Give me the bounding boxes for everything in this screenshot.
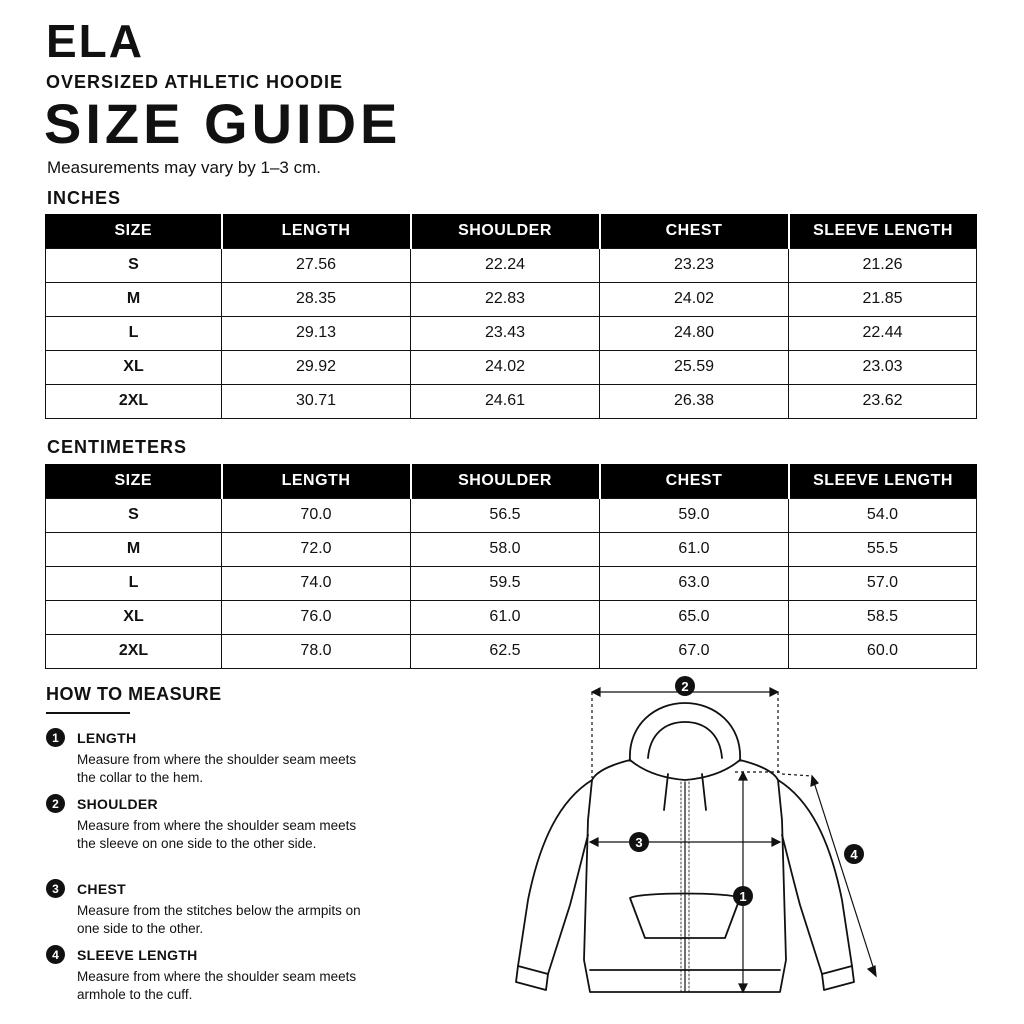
- step-number-badge: 4: [46, 945, 65, 964]
- shoulder-cell: 59.5: [411, 566, 600, 600]
- measure-step-length: [46, 728, 366, 787]
- sleeve-length-cell: 23.62: [789, 384, 977, 418]
- size-cell: XL: [46, 600, 222, 634]
- shoulder-cell: 23.43: [411, 316, 600, 350]
- size-cell: S: [46, 498, 222, 532]
- table-row: [46, 248, 977, 282]
- length-cell: 29.13: [222, 316, 411, 350]
- column-header-length: LENGTH: [222, 214, 411, 248]
- step-label: LENGTH: [77, 729, 137, 746]
- table-row: [46, 350, 977, 384]
- table-row: [46, 634, 977, 668]
- column-header-shoulder: SHOULDER: [411, 214, 600, 248]
- length-cell: 76.0: [222, 600, 411, 634]
- centimeters-section-label: CENTIMETERS: [47, 437, 188, 457]
- sleeve-length-cell: 22.44: [789, 316, 977, 350]
- sleeve-length-cell: 58.5: [789, 600, 977, 634]
- marker-1: [733, 886, 753, 906]
- chest-cell: 26.38: [600, 384, 789, 418]
- chest-cell: 59.0: [600, 498, 789, 532]
- sleeve-length-cell: 23.03: [789, 350, 977, 384]
- shoulder-cell: 22.83: [411, 282, 600, 316]
- table-row: [46, 384, 977, 418]
- table-row: [46, 600, 977, 634]
- table-header-row: [46, 214, 977, 248]
- chest-cell: 65.0: [600, 600, 789, 634]
- step-label: CHEST: [77, 880, 126, 897]
- shoulder-cell: 24.02: [411, 350, 600, 384]
- column-header-size: SIZE: [46, 464, 222, 498]
- hoodie-measurement-diagram: [500, 670, 880, 1010]
- table-row: [46, 566, 977, 600]
- hood-outline: [630, 703, 740, 760]
- marker-4: [844, 844, 864, 864]
- sleeve-length-cell: 21.85: [789, 282, 977, 316]
- how-to-measure-title: HOW TO MEASURE: [46, 684, 222, 704]
- shoulder-cell: 24.61: [411, 384, 600, 418]
- step-description: Measure from where the shoulder seam meets the sleeve on one side to the other side.: [77, 818, 357, 851]
- sleeve-length-cell: 57.0: [789, 566, 977, 600]
- column-header-shoulder: SHOULDER: [411, 464, 600, 498]
- shoulder-cell: 62.5: [411, 634, 600, 668]
- sleeve-length-cell: 54.0: [789, 498, 977, 532]
- step-number-badge: 2: [46, 794, 65, 813]
- sleeve-length-cell: 60.0: [789, 634, 977, 668]
- shoulder-cell: 58.0: [411, 532, 600, 566]
- step-label: SHOULDER: [77, 795, 158, 812]
- size-cell: L: [46, 316, 222, 350]
- length-cell: 70.0: [222, 498, 411, 532]
- length-cell: 27.56: [222, 248, 411, 282]
- left-sleeve: [518, 780, 592, 974]
- column-header-length: LENGTH: [222, 464, 411, 498]
- step-description: Measure from where the shoulder seam meets armhole to the cuff.: [77, 969, 357, 1002]
- inches-section-label: INCHES: [47, 188, 122, 208]
- size-cell: XL: [46, 350, 222, 384]
- page-title: SIZE GUIDE: [44, 92, 402, 155]
- table-row: [46, 498, 977, 532]
- title-underline: [46, 712, 130, 714]
- length-cell: 29.92: [222, 350, 411, 384]
- chest-cell: 61.0: [600, 532, 789, 566]
- chest-cell: 24.80: [600, 316, 789, 350]
- measurement-note: Measurements may vary by 1–3 cm.: [47, 158, 321, 177]
- column-header-chest: CHEST: [600, 464, 789, 498]
- column-header-sleeve-length: SLEEVE LENGTH: [789, 214, 977, 248]
- measure-step-chest: [46, 879, 366, 938]
- shoulder-cell: 56.5: [411, 498, 600, 532]
- size-cell: M: [46, 282, 222, 316]
- step-number-badge: 3: [46, 879, 65, 898]
- size-cell: 2XL: [46, 634, 222, 668]
- inches-table: [45, 214, 977, 419]
- chest-cell: 67.0: [600, 634, 789, 668]
- step-number-badge: 1: [46, 728, 65, 747]
- shoulder-cell: 61.0: [411, 600, 600, 634]
- marker-3: [629, 832, 649, 852]
- table-row: [46, 532, 977, 566]
- right-sleeve: [778, 780, 852, 974]
- step-label: SLEEVE LENGTH: [77, 946, 198, 963]
- chest-cell: 24.02: [600, 282, 789, 316]
- step-description: Measure from the stitches below the armpits on one side to the other.: [77, 903, 361, 936]
- shoulder-cell: 22.24: [411, 248, 600, 282]
- chest-cell: 63.0: [600, 566, 789, 600]
- sleeve-length-cell: 55.5: [789, 532, 977, 566]
- chest-cell: 25.59: [600, 350, 789, 384]
- step-description: Measure from where the shoulder seam meets the collar to the hem.: [77, 752, 357, 785]
- length-cell: 28.35: [222, 282, 411, 316]
- marker-1-label: 1: [739, 889, 747, 904]
- marker-2: [675, 676, 695, 696]
- measure-step-sleeve-length: [46, 945, 366, 1004]
- marker-4-label: 4: [850, 847, 858, 862]
- table-row: [46, 282, 977, 316]
- size-cell: L: [46, 566, 222, 600]
- drawstring-left: [664, 774, 668, 810]
- marker-3-label: 3: [635, 835, 643, 850]
- measure-step-shoulder: [46, 794, 366, 853]
- table-header-row: [46, 464, 977, 498]
- size-cell: 2XL: [46, 384, 222, 418]
- length-cell: 72.0: [222, 532, 411, 566]
- length-cell: 74.0: [222, 566, 411, 600]
- centimeters-table: [45, 464, 977, 669]
- hood-inner: [648, 722, 722, 758]
- marker-2-label: 2: [681, 679, 689, 694]
- column-header-sleeve-length: SLEEVE LENGTH: [789, 464, 977, 498]
- size-cell: M: [46, 532, 222, 566]
- size-cell: S: [46, 248, 222, 282]
- column-header-chest: CHEST: [600, 214, 789, 248]
- length-cell: 30.71: [222, 384, 411, 418]
- brand-logo: ELA: [46, 15, 144, 67]
- length-cell: 78.0: [222, 634, 411, 668]
- chest-cell: 23.23: [600, 248, 789, 282]
- table-row: [46, 316, 977, 350]
- column-header-size: SIZE: [46, 214, 222, 248]
- drawstring-right: [702, 774, 706, 810]
- sleeve-length-cell: 21.26: [789, 248, 977, 282]
- product-subtitle: OVERSIZED ATHLETIC HOODIE: [46, 72, 344, 92]
